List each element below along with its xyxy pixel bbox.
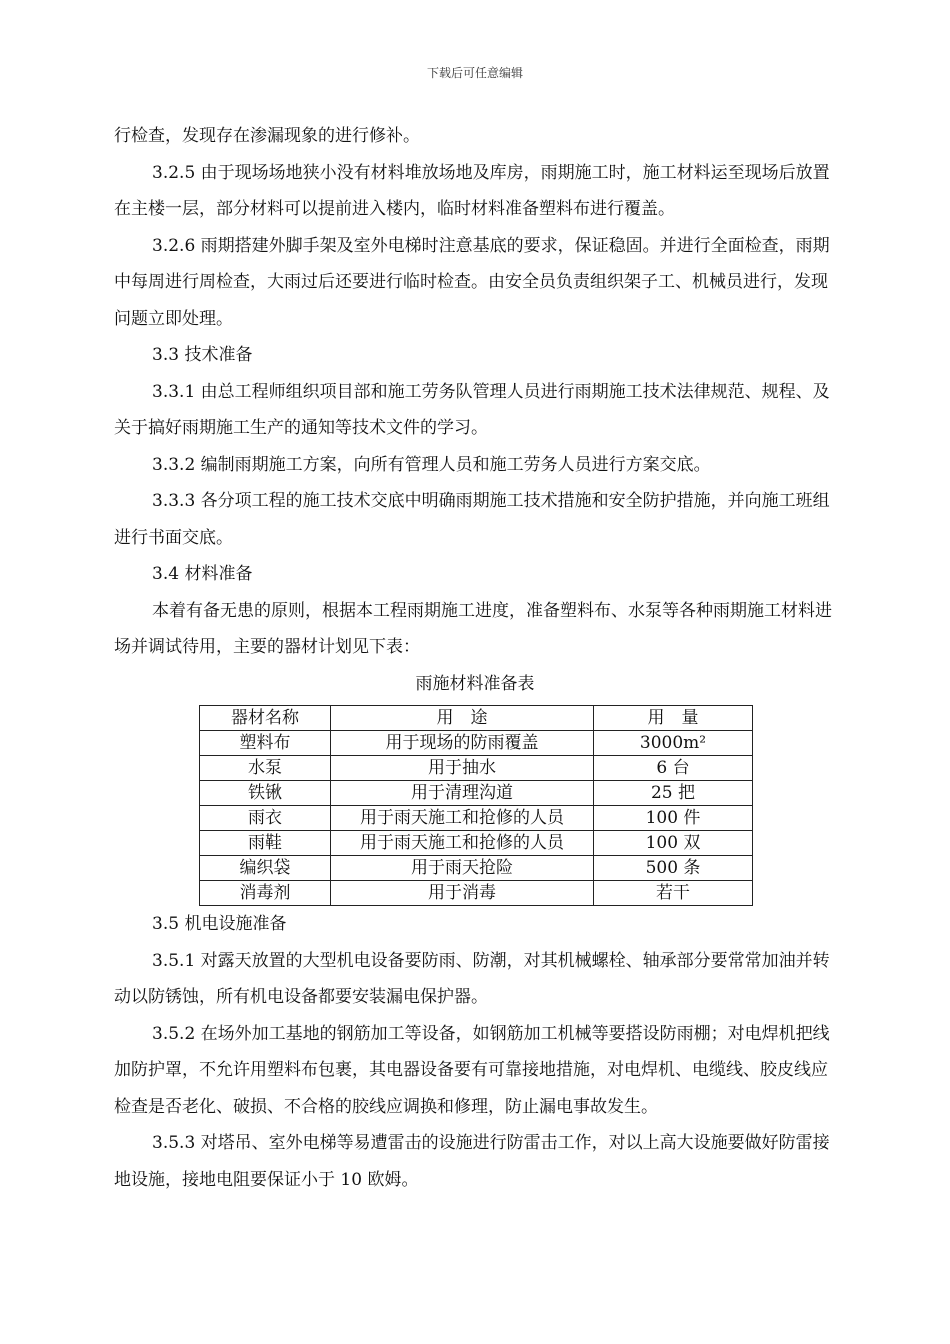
table-cell: 500 条 <box>594 856 753 881</box>
paragraph: 3.2.5 由于现场场地狭小没有材料堆放场地及库房，雨期施工时，施工材料运至现场后放置在主楼一层，部分材料可以提前进入楼内，临时材料准备塑料布进行覆盖。 <box>114 162 830 219</box>
paragraph: 3.5.3 对塔吊、室外电梯等易遭雷击的设施进行防雷击工作，对以上高大设施要做好防雷接地设施，接地电阻要保证小于 10 欧姆。 <box>114 1133 830 1190</box>
table-cell: 用于现场的防雨覆盖 <box>331 731 594 756</box>
table-header-cell: 用 途 <box>331 706 594 731</box>
table-cell: 用于消毒 <box>331 881 594 906</box>
paragraph: 3.5.2 在场外加工基地的钢筋加工等设备，如钢筋加工机械等要搭设防雨棚；对电焊机把线加防护罩，不允许用塑料布包裹，其电器设备要有可靠接地措施，对电焊机、电缆线、胶皮线应检查是否老化、破损、不合格的胶线应调换和修理，防止漏电事故发生。 <box>114 1023 830 1117</box>
table-row <box>200 856 753 881</box>
table-cell: 铁锹 <box>200 781 331 806</box>
table-cell: 塑料布 <box>200 731 331 756</box>
table-cell: 用于雨天施工和抢修的人员 <box>331 806 594 831</box>
table-title: 雨施材料准备表 <box>415 673 535 694</box>
table-cell: 编织袋 <box>200 856 331 881</box>
paragraph: 3.2.6 雨期搭建外脚手架及室外电梯时注意基底的要求，保证稳固。并进行全面检查，雨期中每周进行周检查，大雨过后还要进行临时检查。由安全员负责组织架子工、机械员进行，发现问题立即处理。 <box>114 235 830 329</box>
table-cell: 用于抽水 <box>331 756 594 781</box>
table-cell: 雨衣 <box>200 806 331 831</box>
table-row <box>200 831 753 856</box>
table-header-cell: 用 量 <box>594 706 753 731</box>
table-row <box>200 806 753 831</box>
paragraph: 3.3.1 由总工程师组织项目部和施工劳务队管理人员进行雨期施工技术法律规范、规程、及关于搞好雨期施工生产的通知等技术文件的学习。 <box>114 381 830 438</box>
table-row <box>200 781 753 806</box>
table-cell: 25 把 <box>594 781 753 806</box>
paragraph: 行检查，发现存在渗漏现象的进行修补。 <box>114 126 420 146</box>
table-row <box>200 881 753 906</box>
table-header-row <box>200 706 753 731</box>
table-cell: 100 件 <box>594 806 753 831</box>
materials-table <box>199 705 753 906</box>
table-header-cell: 器材名称 <box>200 706 331 731</box>
paragraph: 3.5.1 对露天放置的大型机电设备要防雨、防潮，对其机械螺栓、轴承部分要常常加油并转动以防锈蚀，所有机电设备都要安装漏电保护器。 <box>114 950 830 1007</box>
paragraph: 本着有备无患的原则，根据本工程雨期施工进度，准备塑料布、水泵等各种雨期施工材料进场并调试待用，主要的器材计划见下表： <box>114 600 832 657</box>
table-cell: 用于清理沟道 <box>331 781 594 806</box>
paragraph: 3.3.2 编制雨期施工方案，向所有管理人员和施工劳务人员进行方案交底。 <box>152 454 711 475</box>
table-cell: 雨鞋 <box>200 831 331 856</box>
table-cell: 6 台 <box>594 756 753 781</box>
section-heading: 3.4 材料准备 <box>152 564 253 584</box>
table-cell: 若干 <box>594 881 753 906</box>
table-cell: 消毒剂 <box>200 881 331 906</box>
document-body <box>114 118 836 1198</box>
section-heading: 3.3 技术准备 <box>152 345 253 365</box>
table-row <box>200 756 753 781</box>
table-cell: 用于雨天施工和抢修的人员 <box>331 831 594 856</box>
table-cell: 3000m² <box>594 731 753 756</box>
table-cell: 100 双 <box>594 831 753 856</box>
table-cell: 用于雨天抢险 <box>331 856 594 881</box>
table-row <box>200 731 753 756</box>
table-cell: 水泵 <box>200 756 331 781</box>
paragraph: 3.3.3 各分项工程的施工技术交底中明确雨期施工技术措施和安全防护措施，并向施工班组进行书面交底。 <box>114 491 830 548</box>
section-heading: 3.5 机电设施准备 <box>152 914 287 934</box>
page-header: 下载后可任意编辑 <box>426 66 523 80</box>
